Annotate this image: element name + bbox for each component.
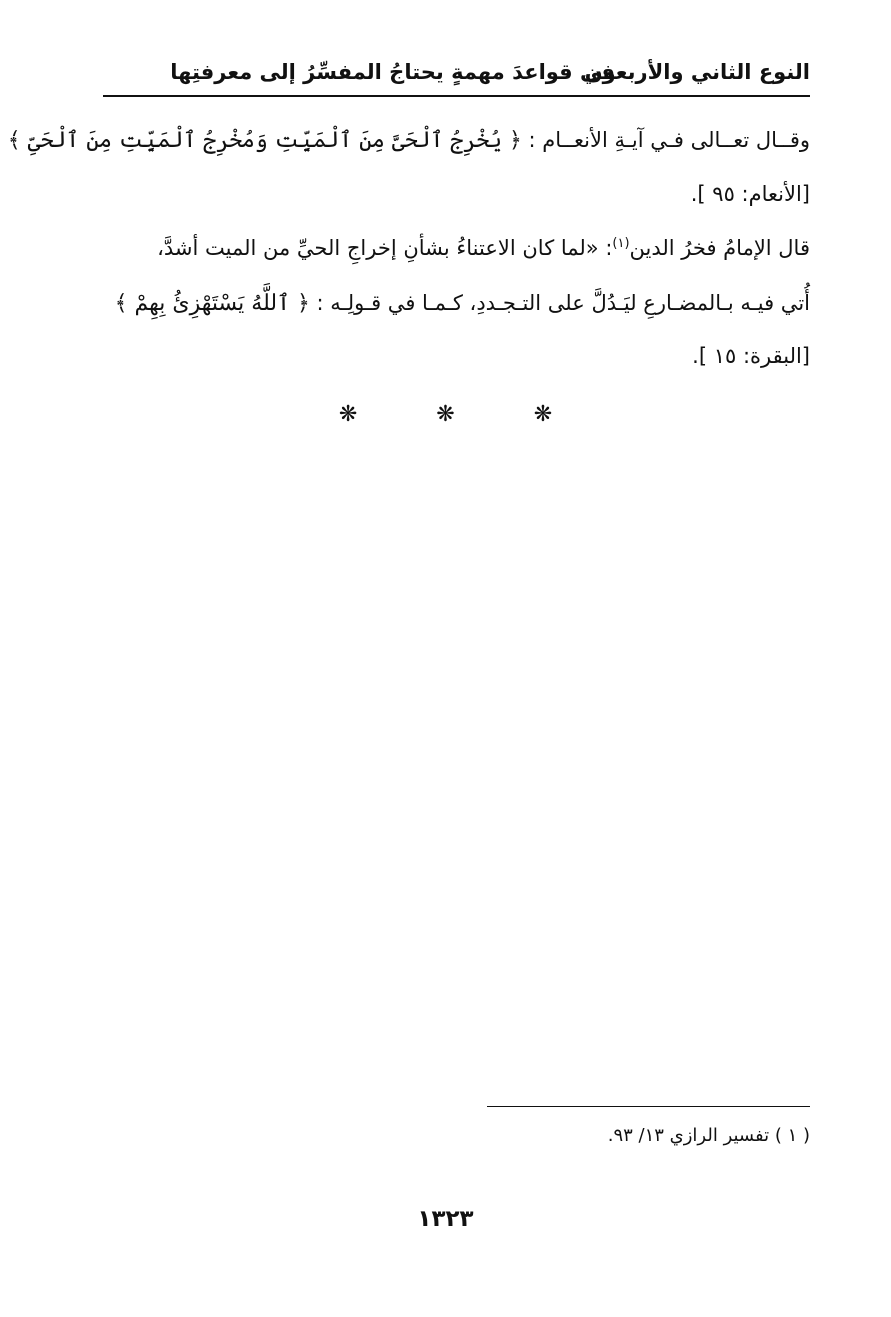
paragraph-1-line-2 (103, 182, 810, 206)
paragraph-2-line-3 (103, 344, 810, 368)
page-number: ١٣٢٣ (417, 1206, 474, 1232)
header-divider (103, 95, 810, 97)
citation-anam: [الأنعام: ٩٥ ]. (690, 182, 810, 206)
quran-verse-anam: ﴿ يُخْرِجُ ٱلْحَىَّ مِنَ ٱلْمَيِّتِ وَمُخْرِجُ ٱلْمَيِّتِ مِنَ ٱلْحَىِّ ﴾ (7, 128, 522, 153)
citation-baqara: [البقرة: ١٥ ]. (692, 344, 810, 368)
footnote-1: ( ١ ) تفسير الرازي ١٣/ ٩٣. (607, 1125, 810, 1146)
book-section-title: في قواعدَ مهمةٍ يحتاجُ المفسِّرُ إلى معرفتِها (170, 60, 615, 84)
chapter-title: النوع الثاني والأربعون (584, 60, 810, 84)
footnote-divider (487, 1106, 810, 1107)
quran-verse-baqara: ﴿ ٱللَّهُ يَسْتَهْزِئُ بِهِمْ ﴾ (114, 291, 310, 316)
paragraph-2-start: قال الإمامُ فخرُ الدين (629, 236, 810, 260)
paragraph-1-line-1 (7, 128, 810, 153)
paragraph-2-quote: : «لما كان الاعتناءُ بشأنِ إخراجِ الحيِّ من الميت أشدَّ، (157, 236, 613, 260)
paragraph-1-intro: وقــال تعــالى فـي آيـةِ الأنعــام : (521, 128, 810, 152)
section-separator: ❋ ❋ ❋ (338, 402, 589, 427)
footnote-reference: (١) (612, 236, 630, 251)
running-header (103, 52, 810, 92)
paragraph-2-continuation: أُتي فيـه بـالمضـارعِ ليَـدُلَّ على التـجـددِ، كـمـا في قـولِـه : (309, 291, 810, 315)
paragraph-2-line-1 (103, 236, 810, 260)
paragraph-2-line-2 (103, 291, 810, 316)
